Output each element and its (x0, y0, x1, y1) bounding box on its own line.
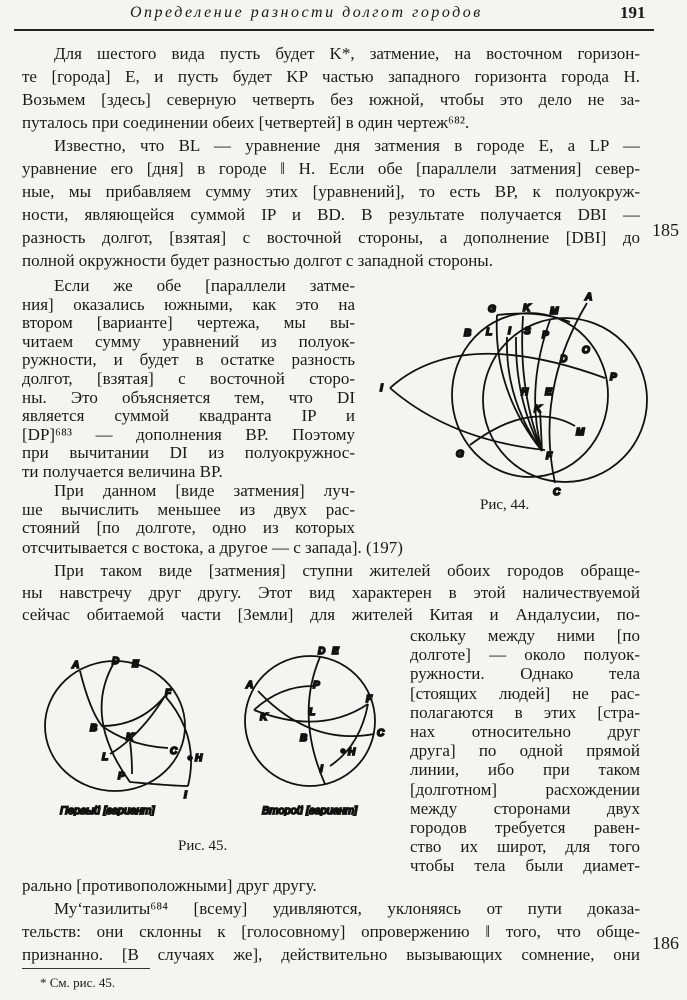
label: C (170, 746, 178, 757)
label: E (132, 659, 139, 670)
label: H (195, 753, 203, 764)
text-line: полагаются в этих [стра- (410, 702, 640, 722)
text-line: [долготном] расхождении (410, 779, 640, 799)
text-line: чтобы тела были диамет- (410, 856, 640, 876)
label: I (320, 764, 323, 775)
text-line: уравнение его [дня] в городе ‖ H. Если обе [параллели затмения] север- (22, 159, 640, 178)
label: M (576, 427, 585, 438)
text-line: друга] по одной прямой (410, 741, 640, 761)
text-line: ны навстречу друг другу. Этот вид характерен в этой наличествуемой (22, 583, 640, 602)
text-line: стояний [по долготе, одно из которых (22, 519, 355, 538)
label: B (464, 328, 472, 339)
label: A (246, 680, 254, 691)
label: M (550, 306, 559, 317)
running-title: Определение разности долгот городов (130, 4, 483, 21)
label: K (523, 303, 531, 314)
text-line: отсчитывается с востока, а другое — с запада]. (197) (22, 538, 403, 557)
label: F (165, 688, 172, 699)
text-line: между сторонами двух (410, 798, 640, 818)
text-line: тельств: они склонны к [голосовному] опровержению ‖ того, что обще- (22, 922, 640, 941)
text-line: При данном [виде затмения] луч- (54, 482, 355, 500)
footnote-rule (22, 968, 150, 969)
figure-45 (20, 636, 410, 816)
label: D (112, 656, 120, 667)
label: P (542, 330, 549, 341)
text-line: Если же обе [параллели затме- (54, 277, 355, 295)
text-line: Возьмем [здесь] северную четверть без южной, чтобы это дело не за- (22, 90, 640, 109)
text-line: ружности, и будет в остатке разность (22, 351, 355, 370)
label: G (456, 449, 464, 460)
text-line: при вычитании DI из полуокружнос- (22, 444, 355, 463)
text-line: признанно. [В случаях же], действительно вызывающих сомнение, они (22, 945, 640, 964)
second-variant (245, 646, 385, 816)
text-line: ные, мы прибавляем сумму этих [уравнений], то есть BP, к полуокруж- (22, 182, 640, 201)
text-line: ти получается величина BP. (22, 462, 223, 481)
paragraph-2 (22, 134, 640, 272)
label: B (300, 733, 308, 744)
text-line: [DP]⁶⁸³ — дополнения BP. Поэтому (22, 425, 355, 444)
label: H (348, 747, 356, 758)
label: D (318, 646, 326, 657)
text-line: При таком виде [затмения] ступни жителей обоих городов обраще- (54, 561, 640, 580)
text-line: Для шестого вида пусть будет K*, затмение, на восточном горизон- (54, 44, 640, 63)
label: I (184, 790, 187, 801)
label: D (560, 354, 568, 365)
text-line: долгот, [взятая] с восточной сторо- (22, 369, 355, 388)
text-line: рально [противоположными] друг другу. (22, 876, 317, 895)
text-line: путалось при соединении обеих [четвертей] в один чертеж⁶⁸². (22, 113, 470, 132)
text-line: втором [варианте] чертежа, мы вы- (22, 314, 355, 333)
label: A (585, 292, 593, 303)
text-line: городов требуется равен- (410, 818, 640, 838)
text-line: Муʻтазилиты⁶⁸⁴ [всему] удивляются, уклоняясь от пути доказа- (54, 899, 640, 918)
label: O (582, 345, 590, 356)
label: I (508, 326, 511, 337)
text-line: [стоящих людей] не рас- (410, 683, 640, 703)
label: P (610, 372, 617, 383)
text-line: ния] оказались южными, как это на (22, 295, 355, 314)
figure-44-caption: Рис, 44. (480, 497, 530, 513)
footnote: * См. рис. 45. (40, 975, 116, 990)
label: P (118, 771, 125, 782)
text-line: сейчас обитаемой части [Земли] для жителей Китая и Андалусии, по- (22, 605, 640, 624)
text-line: скольку между ними [по (410, 626, 640, 645)
label: P (313, 680, 320, 691)
label: I (380, 383, 383, 394)
text-line: те [города] E, и пусть будет KP частью западного горизонта города H. (22, 67, 640, 86)
first-variant (45, 656, 203, 816)
label: L (102, 752, 109, 763)
figure-45-caption: Рис. 45. (178, 838, 228, 854)
paragraph-4-end (22, 538, 640, 558)
label: L (309, 707, 316, 718)
page-number: 191 (620, 3, 646, 22)
figure-44 (370, 270, 680, 500)
second-variant-label: Второй [вариант] (262, 805, 358, 816)
label: K (260, 712, 268, 723)
lens-upper (390, 354, 605, 388)
margin-number: 186 (652, 933, 679, 953)
arc-top (497, 314, 570, 322)
text-line: ности, являющейся суммой IP и BD. В результате получается DBI — (22, 205, 640, 224)
paragraph-4 (22, 482, 355, 538)
paragraph-5 (22, 560, 640, 626)
header-rule (14, 29, 654, 31)
text-line: ружности. Однако тела (410, 664, 640, 684)
inner-circle (452, 313, 608, 477)
margin-number: 185 (652, 220, 679, 240)
text-line: Известно, что BL — уравнение дня затмения в городе E, а LP — (54, 136, 640, 155)
text-line: нах относительно друг (410, 722, 640, 742)
paragraph-5-end (22, 875, 640, 897)
paragraph-5-column (410, 626, 640, 876)
text-line: разность долгот, [взятая] с восточной стороны, а дополнение [DBI] до (22, 228, 640, 247)
label: C (377, 728, 385, 739)
label: G (488, 304, 496, 315)
text-line: линии, ибо при таком (410, 760, 640, 780)
label: F (546, 451, 553, 462)
label: E (545, 387, 552, 398)
text-line: читаем сумму уравнений из полуок- (22, 332, 355, 351)
label: A (72, 660, 80, 671)
label: F (366, 694, 373, 705)
text-line: полной окружности будет разностью долгот с западной стороны. (22, 251, 493, 270)
label: S (524, 326, 531, 337)
text-line: является суммой квадранта IP и (22, 407, 355, 426)
text-line: ше вычислить меньшее из двух рас- (22, 500, 355, 519)
text-line: долготе] — около полуок- (410, 645, 640, 665)
label: K (126, 732, 134, 743)
first-variant-label: Первый [вариант] (60, 805, 155, 816)
paragraph-6 (22, 897, 640, 966)
label: K (534, 404, 542, 415)
label: H (521, 387, 529, 398)
label: B (90, 723, 98, 734)
paragraph-3 (22, 277, 355, 482)
paragraph-1 (22, 42, 640, 134)
text-line: ны. Это объясняется тем, что DI (22, 388, 355, 407)
label: C (553, 487, 561, 498)
text-line: ство их широт, для того (410, 837, 640, 857)
label: L (486, 327, 493, 338)
label: E (332, 646, 339, 657)
